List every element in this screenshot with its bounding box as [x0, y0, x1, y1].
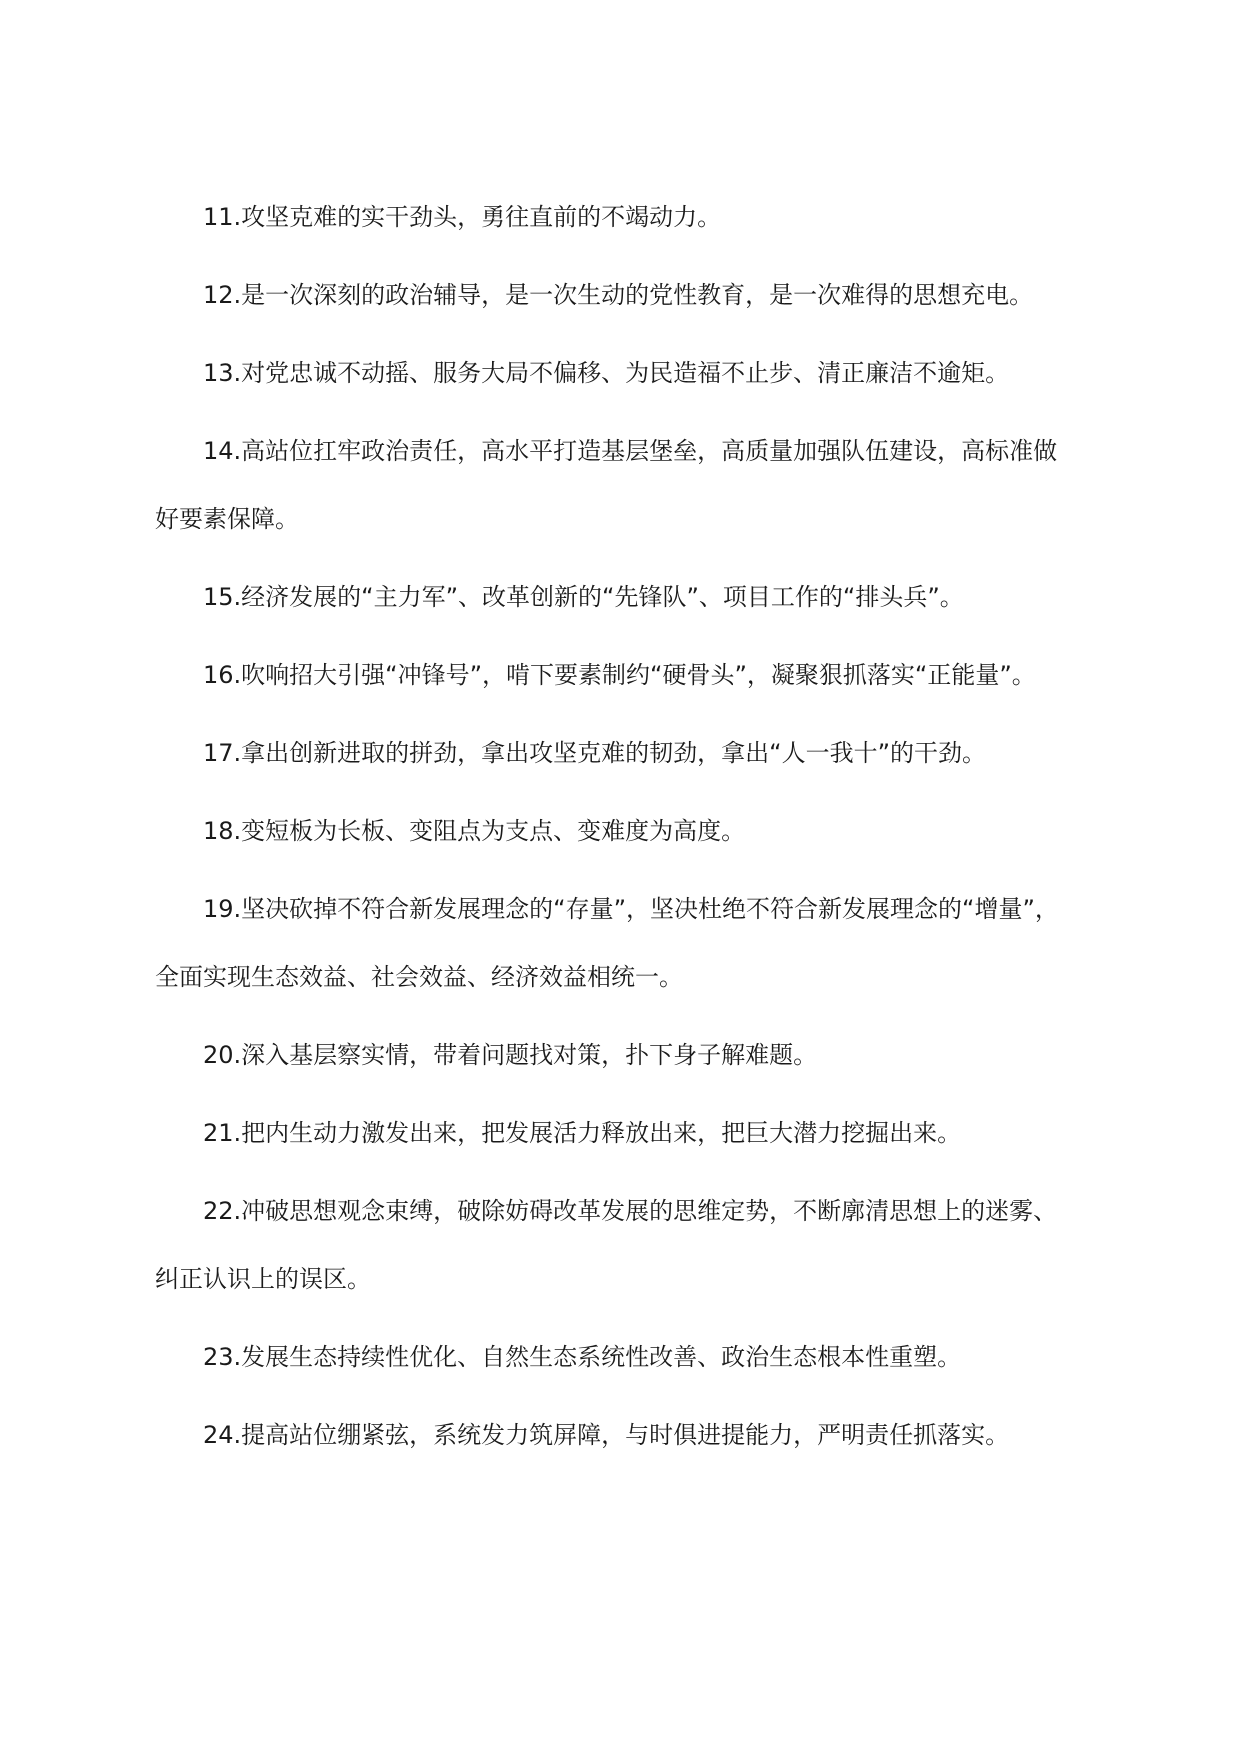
document-body: [155, 183, 1080, 1469]
paragraph-24: 24.提高站位绷紧弦，系统发力筑屏障，与时俱进提能力，严明责任抓落实。: [203, 1421, 1010, 1449]
paragraph-15: 15.经济发展的“主力军”、改革创新的“先锋队”、项目工作的“排头兵”。: [203, 583, 964, 611]
paragraph-19: 19.坚决砍掉不符合新发展理念的“存量”，坚决杜绝不符合新发展理念的“增量”，全面实现生态效益、社会效益、经济效益相统一。: [155, 895, 1059, 991]
paragraph-17: 17.拿出创新进取的拼劲，拿出攻坚克难的韧劲，拿出“人一我十”的干劲。: [203, 739, 987, 767]
paragraph-12: 12.是一次深刻的政治辅导，是一次生动的党性教育，是一次难得的思想充电。: [203, 281, 1034, 309]
paragraph-22: 22.冲破思想观念束缚，破除妨碍改革发展的思维定势，不断廓清思想上的迷雾、纠正认识上的误区。: [155, 1197, 1058, 1293]
paragraph-18: 18.变短板为长板、变阻点为支点、变难度为高度。: [203, 817, 746, 845]
paragraph-14: 14.高站位扛牢政治责任，高水平打造基层堡垒，高质量加强队伍建设，高标准做好要素保障。: [155, 437, 1058, 533]
paragraph-20: 20.深入基层察实情，带着问题找对策，扑下身子解难题。: [203, 1041, 818, 1069]
paragraph-16: 16.吹响招大引强“冲锋号”，啃下要素制约“硬骨头”，凝聚狠抓落实“正能量”。: [203, 661, 1036, 689]
paragraph-13: 13.对党忠诚不动摇、服务大局不偏移、为民造福不止步、清正廉洁不逾矩。: [203, 359, 1010, 387]
paragraph-11: 11.攻坚克难的实干劲头，勇往直前的不竭动力。: [203, 203, 722, 231]
paragraph-21: 21.把内生动力激发出来，把发展活力释放出来，把巨大潜力挖掘出来。: [203, 1119, 962, 1147]
paragraph-23: 23.发展生态持续性优化、自然生态系统性改善、政治生态根本性重塑。: [203, 1343, 962, 1371]
